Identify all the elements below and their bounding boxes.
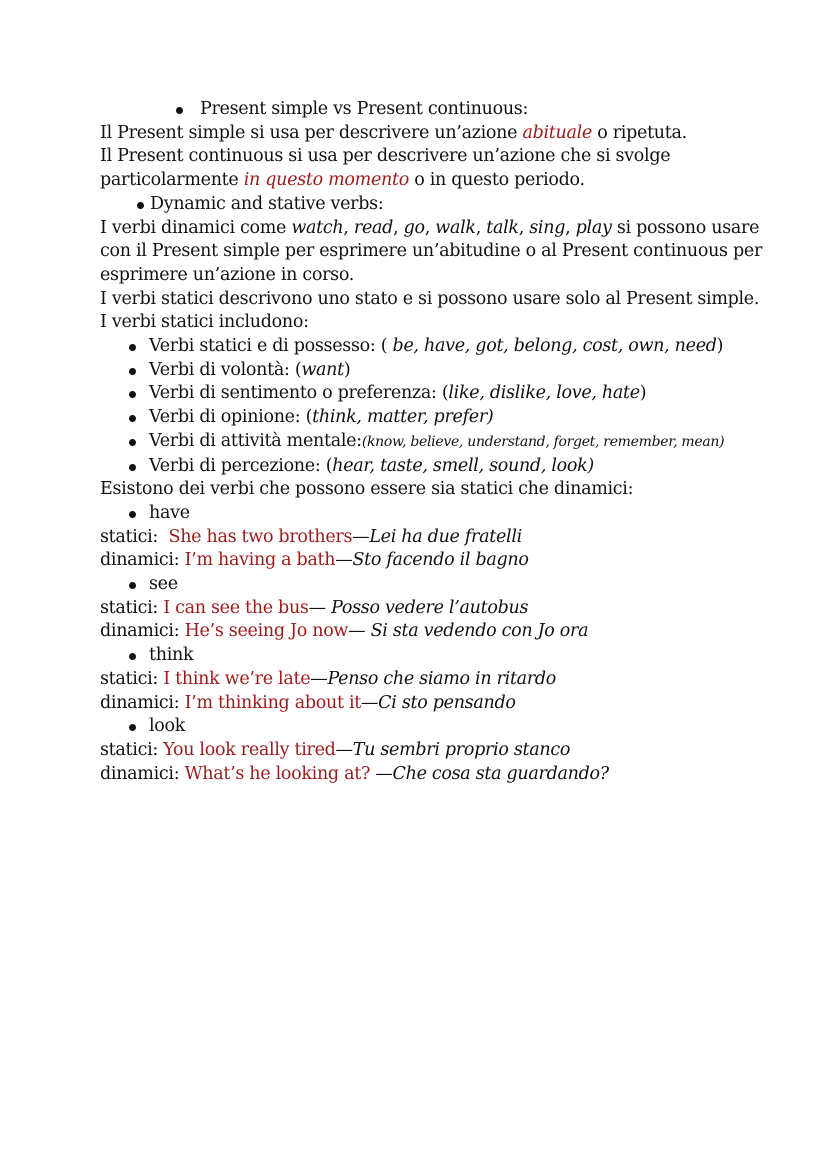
bullet-heading-present: Present simple vs Present continuous: [100,98,780,122]
bullet-icon [129,582,136,589]
list-item: Verbi di volontà: (want) [100,359,780,383]
bullet-icon [129,653,136,660]
list-item: Verbi di sentimento o preferenza: (like, dislike, love, hate) [100,382,780,406]
verb-bullet-think: think [100,644,780,668]
example-static: statici: You look really tired—Tu sembri proprio stanco [100,739,571,760]
example-static: statici: I think we’re late—Penso che siamo in ritardo [100,668,557,689]
highlight-in-questo-momento: in questo momento [243,170,409,191]
verb-bullet-see: see [100,573,780,597]
paragraph-present-simple: Il Present simple si usa per descrivere un’azione abituale o ripetuta. [100,122,687,143]
list-item: Verbi di opinione: (think, matter, prefer) [100,406,780,430]
paragraph-line: con il Present simple per esprimere un’abitudine o al Present continuous per [100,241,763,262]
example-dynamic: dinamici: I’m having a bath—Sto facendo il bagno [100,550,529,571]
bullet-icon [129,464,136,471]
paragraph-present-continuous: Il Present continuous si usa per descrivere un’azione che si svolge [100,146,671,167]
example-dynamic: dinamici: What’s he looking at? —Che cosa sta guardando? [100,763,609,784]
bullet-icon [129,391,136,398]
bullet-icon [129,415,136,422]
list-item: Verbi statici e di possesso: ( be, have, got, belong, cost, own, need) [100,335,780,359]
bullet-icon [129,439,136,446]
bullet-icon [129,724,136,731]
document-body [100,98,780,786]
list-item: Verbi di attività mentale:(know, believe, understand, forget, remember, mean) [100,430,780,455]
example-static: statici: She has two brothers—Lei ha due fratelli [100,526,522,547]
bullet-icon [176,107,183,114]
verb-bullet-look: look [100,715,780,739]
stative-verbs-list [100,335,780,478]
highlight-abituale: abituale [522,122,592,143]
example-static: statici: I can see the bus— Posso vedere l’autobus [100,597,529,618]
list-item: Verbi di percezione: (hear, taste, smell, sound, look) [100,455,780,479]
bullet-heading-dynamic: Dynamic and stative verbs: [100,193,780,217]
bullet-icon [137,202,144,209]
example-dynamic: dinamici: I’m thinking about it—Ci sto pensando [100,692,516,713]
bullet-icon [129,368,136,375]
bullet-icon [129,344,136,351]
paragraph-both-types: Esistono dei verbi che possono essere sia statici che dinamici: [100,479,634,500]
paragraph-stative-includes: I verbi statici includono: [100,312,309,333]
paragraph-dynamic-verbs: I verbi dinamici come watch, read, go, walk, talk, sing, play si possono usare [100,217,760,238]
paragraph-present-continuous-2: particolarmente in questo momento o in questo periodo. [100,170,585,191]
paragraph-stative-verbs: I verbi statici descrivono uno stato e si possono usare solo al Present simple. [100,288,760,309]
example-dynamic: dinamici: He’s seeing Jo now— Si sta vedendo con Jo ora [100,621,589,642]
verb-bullet-have: have [100,502,780,526]
paragraph-line: esprimere un’azione in corso. [100,264,355,285]
bullet-icon [129,511,136,518]
verb-examples [100,502,780,786]
